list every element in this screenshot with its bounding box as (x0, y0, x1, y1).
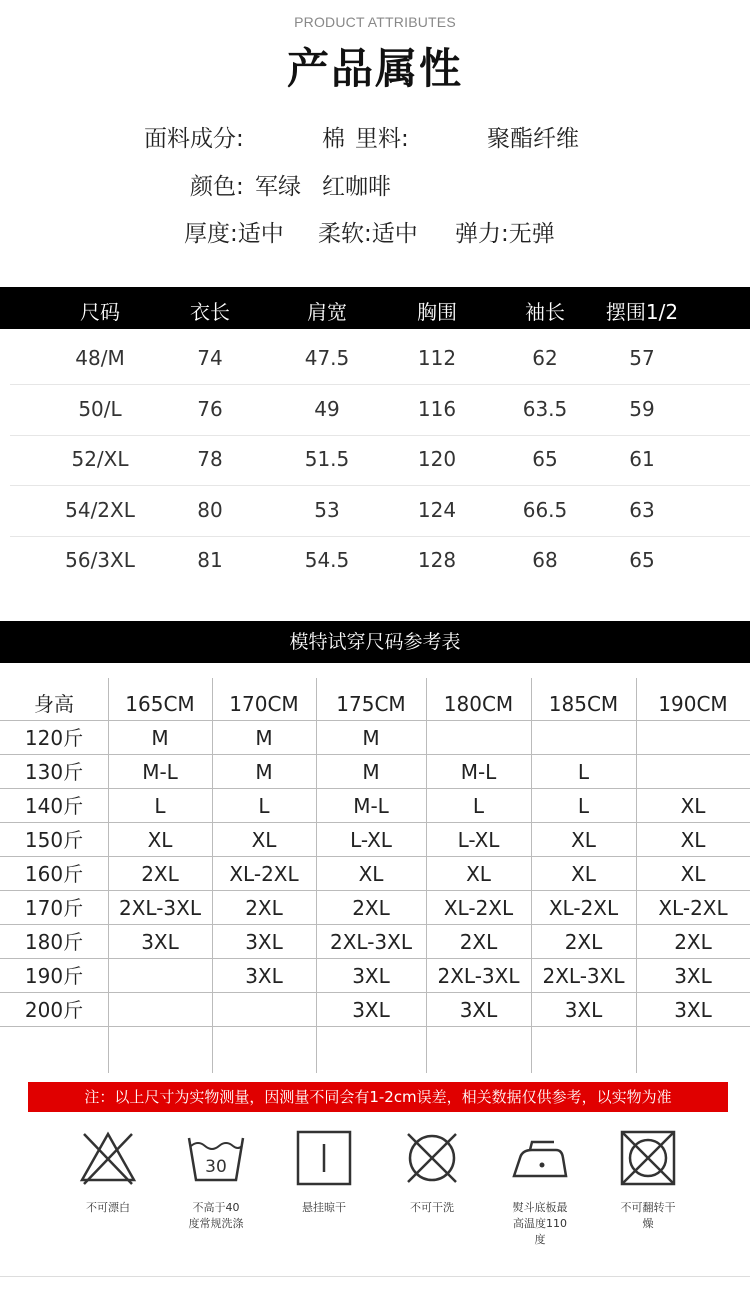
length-cell: 81 (197, 548, 223, 572)
grid-hline (0, 1026, 750, 1027)
care-item-no-tumble-dry (593, 1128, 703, 1232)
grid-hline (0, 822, 750, 823)
chest-cell: 116 (417, 397, 457, 421)
lining-value: 聚酯纤维 (487, 126, 579, 152)
chest-cell: 120 (417, 447, 457, 471)
hem-cell: 57 (629, 346, 655, 370)
size-cell: 54/2XL (65, 498, 135, 522)
recommended-size-cell: XL (251, 828, 277, 852)
size-col-header: 尺码 (80, 300, 120, 324)
no-bleach-icon (78, 1128, 138, 1188)
recommended-size-cell: 2XL (141, 862, 179, 886)
recommended-size-cell: 3XL (352, 964, 390, 988)
recommended-size-cell: L (577, 760, 590, 784)
recommended-size-cell: 2XL-3XL (437, 964, 520, 988)
care-label: 不可干洗 (410, 1201, 454, 1214)
model-table-title-bar (0, 621, 750, 663)
chest-cell: 128 (417, 548, 457, 572)
weight-cell: 150斤 (24, 828, 84, 852)
weight-cell: 200斤 (24, 998, 84, 1022)
grid-hline (0, 890, 750, 891)
recommended-size-cell: M (362, 726, 380, 750)
recommended-size-cell (212, 992, 316, 1026)
recommended-size-cell: XL (571, 862, 596, 886)
recommended-size-cell: 3XL (674, 998, 712, 1022)
recommended-size-cell: M (362, 760, 380, 784)
recommended-size-cell: 2XL (245, 896, 283, 920)
grid-hline (0, 856, 750, 857)
weight-cell: 140斤 (24, 794, 84, 818)
shoulder-cell: 47.5 (304, 346, 350, 370)
recommended-size-cell: 2XL (459, 930, 498, 954)
sleeve-cell: 62 (532, 346, 558, 370)
page-title: 产品属性 (286, 44, 463, 93)
color-value-army-green: 军绿 (255, 174, 301, 200)
size-row (10, 334, 750, 385)
length-col-header: 衣长 (190, 300, 230, 324)
care-label: 悬挂晾干 (302, 1201, 346, 1214)
height-header-cell: 190CM (658, 692, 728, 716)
care-label: 熨斗底板最 高温度110 度 (512, 1201, 568, 1246)
elasticity-attr: 弹力:无弹 (455, 221, 555, 247)
recommended-size-cell: XL (466, 862, 491, 886)
size-row (10, 435, 750, 486)
care-label: 不高于40 度常规洗涤 (188, 1201, 244, 1230)
size-table-header (0, 287, 750, 329)
chest-col-header: 胸围 (417, 300, 457, 324)
size-cell: 50/L (78, 397, 122, 421)
recommended-size-cell: 3XL (245, 964, 283, 988)
size-cell: 56/3XL (65, 548, 135, 572)
recommended-size-cell: XL (680, 794, 706, 818)
length-cell: 78 (197, 447, 223, 471)
care-item-iron (485, 1128, 595, 1248)
care-item-hang-dry (269, 1128, 379, 1216)
recommended-size-cell: L (258, 794, 270, 818)
svg-text:30: 30 (205, 1157, 227, 1177)
recommended-size-cell: 3XL (564, 998, 603, 1022)
sleeve-cell: 65 (532, 447, 558, 471)
height-header-cell: 165CM (125, 692, 195, 716)
hem-cell: 59 (629, 397, 655, 421)
recommended-size-cell: XL (147, 828, 173, 852)
height-header-cell: 180CM (443, 692, 514, 716)
chest-cell: 124 (417, 498, 457, 522)
weight-cell: 190斤 (24, 964, 84, 988)
height-corner-label: 身高 (34, 692, 74, 716)
grid-hline (0, 958, 750, 959)
recommended-size-cell: XL (358, 862, 384, 886)
recommended-size-cell (426, 720, 531, 754)
recommended-size-cell: 2XL (564, 930, 603, 954)
english-title: PRODUCT ATTRIBUTES (294, 14, 456, 30)
grid-hline (0, 788, 750, 789)
hem-cell: 63 (629, 498, 655, 522)
height-header-cell: 185CM (548, 692, 619, 716)
recommended-size-cell (108, 958, 212, 992)
softness-attr: 柔软:适中 (318, 221, 418, 247)
recommended-size-cell: 2XL-3XL (542, 964, 625, 988)
color-label: 颜色: (190, 174, 244, 200)
hem-cell: 61 (629, 447, 655, 471)
fabric-label: 面料成分: (144, 126, 244, 152)
lining-label: 里料: (355, 126, 409, 152)
sleeve-col-header: 袖长 (525, 300, 565, 324)
model-size-table (0, 678, 750, 1073)
size-row (10, 536, 750, 586)
length-cell: 74 (197, 346, 223, 370)
recommended-size-cell: L (472, 794, 485, 818)
recommended-size-cell: L (154, 794, 166, 818)
recommended-size-cell: XL-2XL (658, 896, 728, 920)
no-tumble-dry-icon (618, 1128, 678, 1188)
sleeve-cell: 63.5 (522, 397, 568, 421)
size-cell: 52/XL (71, 447, 129, 471)
height-header-cell: 170CM (229, 692, 299, 716)
grid-hline (0, 720, 750, 721)
recommended-size-cell: 3XL (352, 998, 390, 1022)
sleeve-cell: 68 (532, 548, 558, 572)
shoulder-cell: 51.5 (304, 447, 350, 471)
care-item-no-dry-clean (377, 1128, 487, 1216)
recommended-size-cell: L-XL (457, 828, 500, 852)
model-table-title: 模特试穿尺码参考表 (289, 631, 461, 653)
recommended-size-cell: 2XL-3XL (118, 896, 201, 920)
recommended-size-cell: M (255, 760, 273, 784)
care-label: 不可漂白 (86, 1201, 130, 1214)
recommended-size-cell: XL-2XL (548, 896, 619, 920)
weight-cell: 160斤 (24, 862, 84, 886)
height-header-cell: 175CM (336, 692, 406, 716)
recommended-size-cell: XL-2XL (229, 862, 299, 886)
wash-30-icon (186, 1128, 246, 1188)
no-dry-clean-icon (402, 1128, 462, 1188)
fabric-value: 棉 (322, 126, 345, 152)
length-cell: 80 (197, 498, 223, 522)
hem-col-header: 摆围1/2 (605, 300, 679, 324)
recommended-size-cell: 3XL (459, 998, 498, 1022)
shoulder-cell: 53 (314, 498, 340, 522)
weight-cell: 130斤 (24, 760, 84, 784)
size-row (10, 385, 750, 436)
recommended-size-cell: M (151, 726, 169, 750)
bottom-divider (0, 1276, 750, 1277)
recommended-size-cell: 2XL (674, 930, 712, 954)
recommended-size-cell (531, 720, 636, 754)
thickness-attr: 厚度:适中 (184, 221, 284, 247)
recommended-size-cell: XL (571, 828, 596, 852)
recommended-size-cell: 3XL (141, 930, 179, 954)
recommended-size-cell: 2XL-3XL (329, 930, 412, 954)
chest-cell: 112 (417, 346, 457, 370)
iron-icon (510, 1128, 570, 1188)
hang-dry-icon (294, 1128, 354, 1188)
recommended-size-cell: XL-2XL (443, 896, 514, 920)
care-label: 不可翻转干 燥 (620, 1201, 676, 1230)
weight-cell: 180斤 (24, 930, 84, 954)
recommended-size-cell: XL (680, 862, 706, 886)
recommended-size-cell (636, 720, 750, 754)
recommended-size-cell: 3XL (245, 930, 283, 954)
recommended-size-cell (108, 992, 212, 1026)
size-row (10, 486, 750, 537)
color-value-red-coffee: 红咖啡 (322, 174, 391, 200)
length-cell: 76 (197, 397, 223, 421)
weight-cell: 120斤 (24, 726, 84, 750)
care-item-no-bleach (53, 1128, 163, 1216)
shoulder-col-header: 肩宽 (307, 300, 347, 324)
recommended-size-cell: L (577, 794, 590, 818)
hem-cell: 65 (629, 548, 655, 572)
grid-hline (0, 754, 750, 755)
grid-hline (0, 992, 750, 993)
shoulder-cell: 54.5 (304, 548, 350, 572)
recommended-size-cell: M-L (142, 760, 178, 784)
recommended-size-cell: L-XL (350, 828, 392, 852)
shoulder-cell: 49 (314, 397, 340, 421)
size-cell: 48/M (75, 346, 125, 370)
weight-cell: 170斤 (24, 896, 84, 920)
recommended-size-cell: M-L (353, 794, 389, 818)
recommended-size-cell: M (255, 726, 273, 750)
sleeve-cell: 66.5 (522, 498, 568, 522)
recommended-size-cell: 3XL (674, 964, 712, 988)
recommended-size-cell: 2XL (352, 896, 390, 920)
measurement-note: 注：以上尺寸为实物测量，因测量不同会有1-2cm误差，相关数据仅供参考，以实物为准 (28, 1082, 728, 1112)
grid-hline (0, 924, 750, 925)
recommended-size-cell (636, 754, 750, 788)
care-item-wash-30 (161, 1128, 271, 1232)
recommended-size-cell: M-L (460, 760, 497, 784)
recommended-size-cell: XL (680, 828, 706, 852)
